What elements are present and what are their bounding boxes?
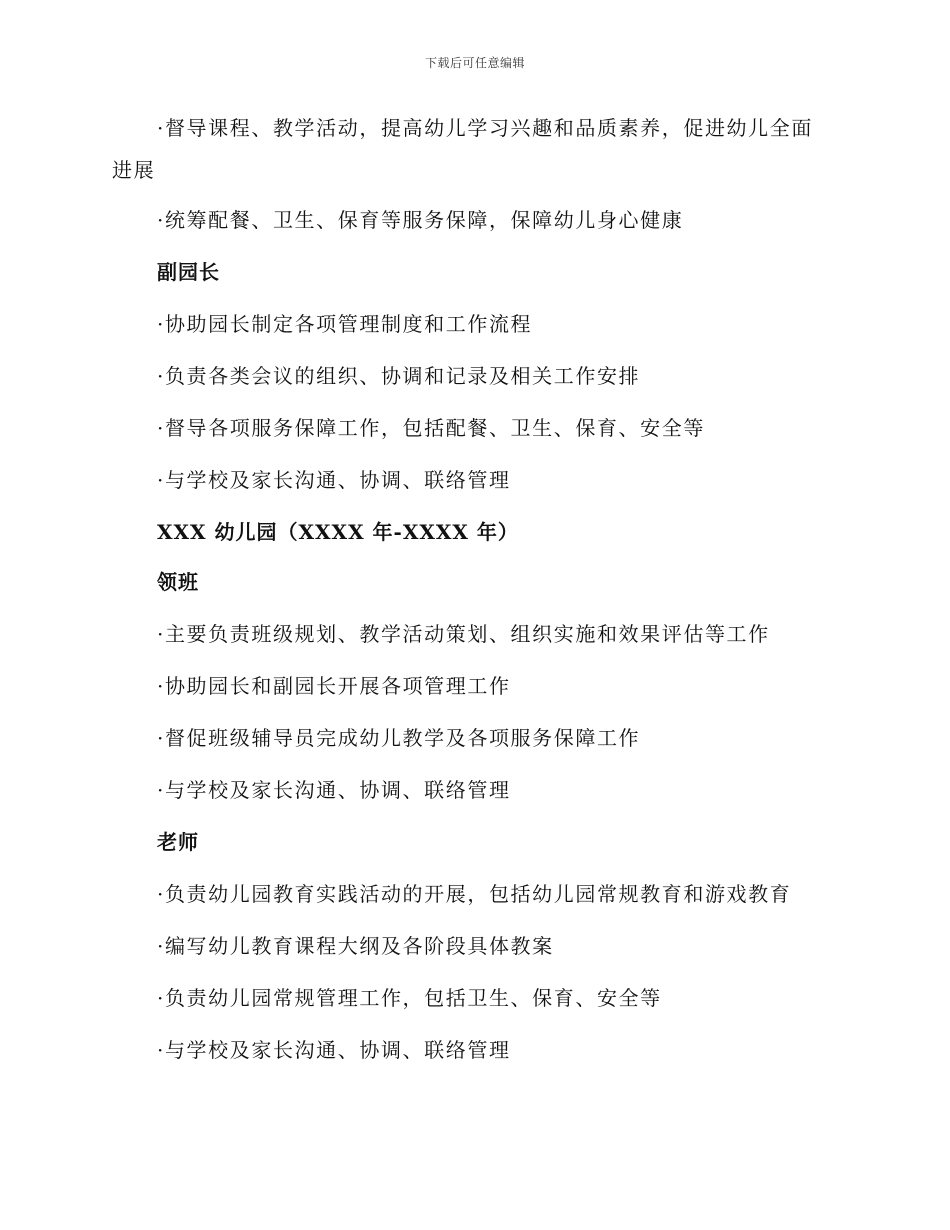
list-item: ·与学校及家长沟通、协调、联络管理 [157, 1038, 511, 1062]
list-item: ·主要负责班级规划、教学活动策划、组织实施和效果评估等工作 [157, 622, 770, 646]
list-item: ·统筹配餐、卫生、保育等服务保障，保障幼儿身心健康 [157, 208, 684, 232]
list-item: ·督促班级辅导员完成幼儿教学及各项服务保障工作 [157, 726, 641, 750]
list-item: ·协助园长制定各项管理制度和工作流程 [157, 312, 533, 336]
list-item: ·编写幼儿教育课程大纲及各阶段具体教案 [157, 934, 554, 958]
list-item: ·督导各项服务保障工作，包括配餐、卫生、保育、安全等 [157, 416, 705, 440]
list-item: ·与学校及家长沟通、协调、联络管理 [157, 778, 511, 802]
list-item: ·与学校及家长沟通、协调、联络管理 [157, 468, 511, 492]
page-header-note: 下载后可任意编辑 [424, 56, 525, 70]
section-heading-deputy-director: 副园长 [157, 260, 220, 284]
list-item: ·督导课程、教学活动，提高幼儿学习兴趣和品质素养，促进幼儿全面 [157, 116, 813, 140]
list-item-continuation: 进展 [112, 158, 156, 182]
section-heading-class-leader: 领班 [157, 570, 199, 594]
list-item: ·负责各类会议的组织、协调和记录及相关工作安排 [157, 364, 641, 388]
section-heading-teacher: 老师 [157, 830, 199, 854]
list-item: ·负责幼儿园常规管理工作，包括卫生、保育、安全等 [157, 986, 662, 1010]
list-item: ·负责幼儿园教育实践活动的开展，包括幼儿园常规教育和游戏教育 [157, 882, 792, 906]
section-heading-kindergarten: XXX 幼儿园（XXXX 年-XXXX 年） [157, 520, 519, 544]
list-item: ·协助园长和副园长开展各项管理工作 [157, 674, 511, 698]
